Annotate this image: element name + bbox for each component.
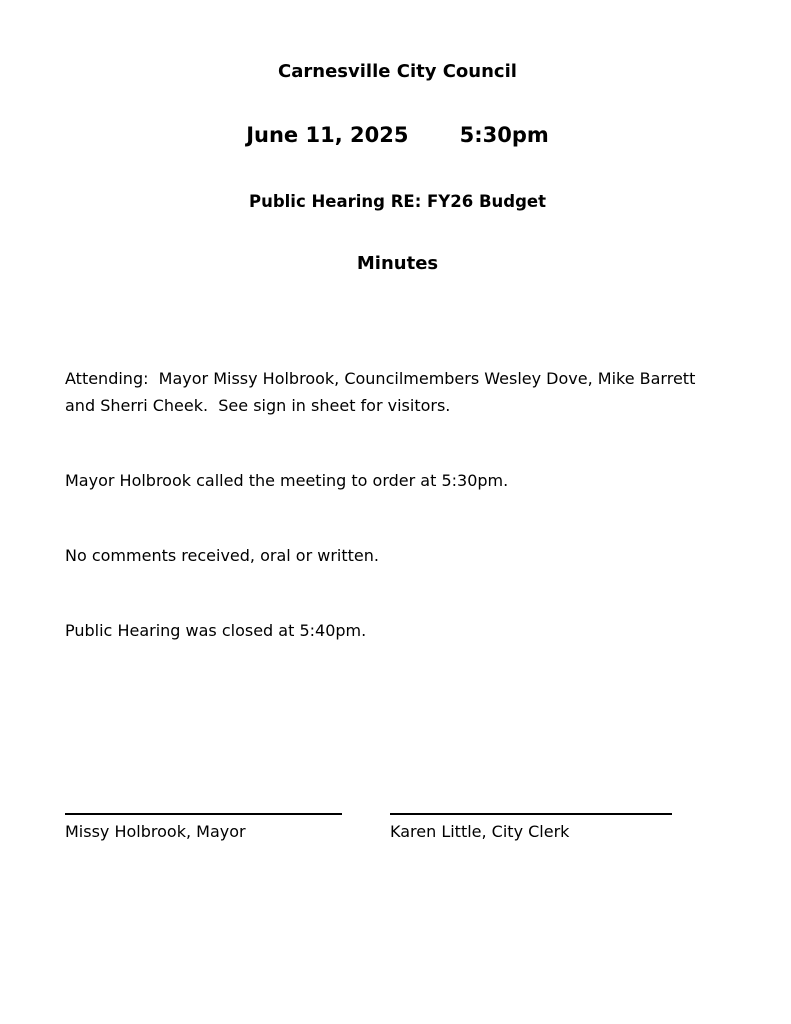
hearing-closed-paragraph: Public Hearing was closed at 5:40pm. [65,621,367,640]
minutes-heading: Minutes [356,253,439,274]
clerk-signature-line [390,813,672,815]
subject-line: Public Hearing RE: FY26 Budget [249,192,546,211]
clerk-signature-label: Karen Little, City Clerk [390,822,570,841]
signature-block [65,813,730,842]
clerk-signature [390,813,672,842]
mayor-signature-line [65,813,342,815]
mayor-signature-label: Missy Holbrook, Mayor [65,822,246,841]
attendance-paragraph: Attending: Mayor Missy Holbrook, Councilmembers Wesley Dove, Mike Barrett and Sherri Cheek. See sign in sheet for visitors. [65,369,701,415]
document-title: Carnesville City Council [278,61,517,82]
date-time-line: June 11, 2025 5:30pm [246,123,549,147]
call-to-order-paragraph: Mayor Holbrook called the meeting to order at 5:30pm. [65,471,509,490]
comments-paragraph: No comments received, oral or written. [65,546,379,565]
mayor-signature [65,813,342,842]
